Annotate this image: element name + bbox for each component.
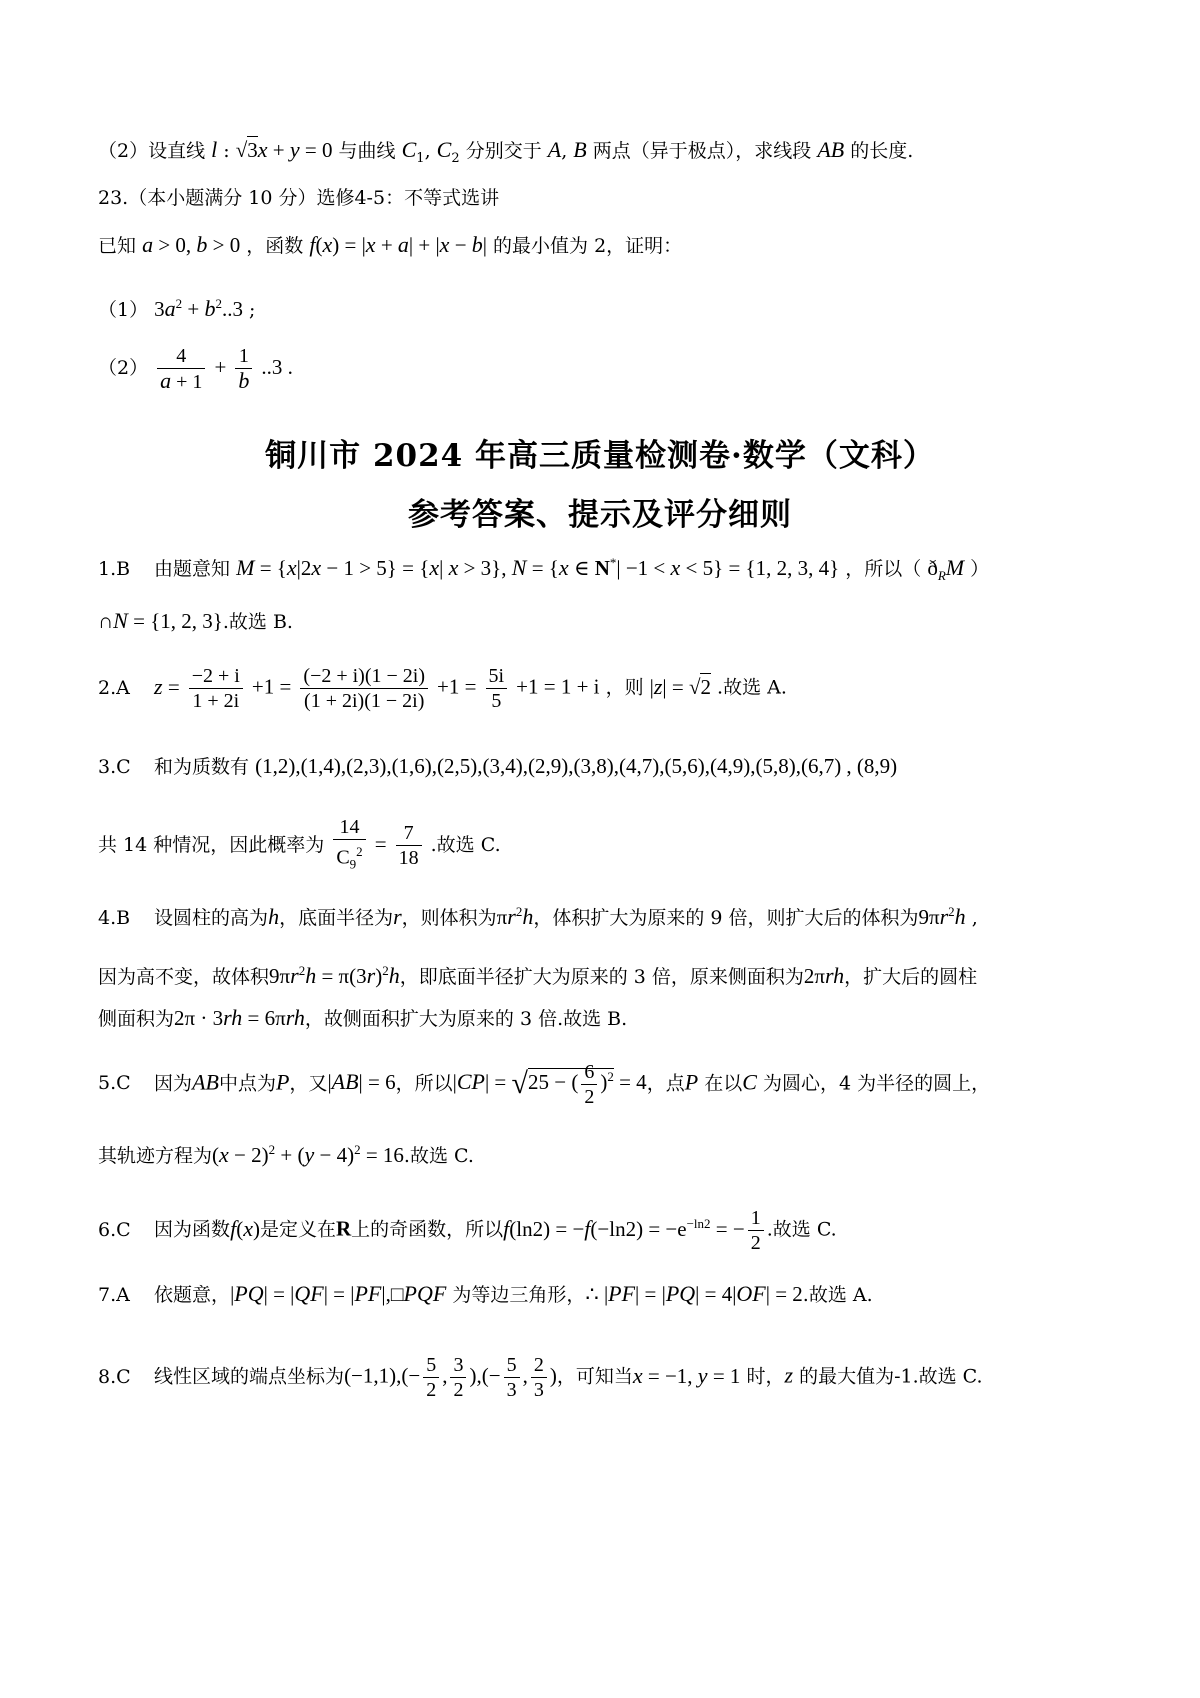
- answer-6: 6.C 因为函数f(x)是定义在R上的奇函数，所以$f(\ln 2) = -f(-\ln 2) = -e^{-ln2}$ = − $\frac{1}{2}$ .故选 C.: [98, 1207, 837, 1254]
- q23-heading: 23.（本小题满分 10 分）选修4-5：不等式选讲: [98, 187, 500, 209]
- answer-5-cont: 其轨迹方程为$(x - 2)^2 + (y - 4)^2 = 16$.故选 C.: [98, 1142, 474, 1167]
- answer-4-line2: 因为高不变，故体积$9\pi r^2h = \pi(3r)^2h$，即底面半径扩大为原来的 3 倍，原来侧面积为2πrh，扩大后的圆柱: [98, 963, 978, 988]
- page-subtitle: 参考答案、提示及评分细则: [408, 497, 792, 533]
- answer-2: 2.A z = $\frac{-2 + i}{1 + 2i}$ +1 = $\frac{(-2 + i)(1 - 2i)}{(1 + 2i)(1 - 2i)}$ +1 = $\frac{5i}{5}$ +1 = 1 + i ，则 |z| = √2 .故选 A.: [98, 665, 787, 712]
- answer-4: 4.B 设圆柱的高为h，底面半径为r，则体积为$\pi r^2h$，体积扩大为原来的 9 倍，则扩大后的体积为$9\pi r^2h$ ,: [98, 904, 978, 929]
- q22-part2: （2）设直线 l : √3x + y = 0 与曲线 $C_1$, $C_2$ 分别交于 A, B 两点（异于极点），求线段 AB 的长度.: [98, 137, 914, 166]
- answer-3: 3.C 和为质数有 (1,2),(1,4),(2,3),(1,6),(2,5),(3,4),(2,9),(3,8),(4,7),(5,6),(4,9),(5,8),(6,7) , (8,9): [98, 754, 898, 778]
- q23-intro: 已知 a > 0, b > 0 ，函数 f(x) = |x + a| + |x − b| 的最小值为 2，证明：: [98, 232, 683, 257]
- q23-part2: （2） $\frac{4}{a + 1}$ + $\frac{1}{b}$ ..3 .: [98, 345, 293, 393]
- page-title: 铜川市 2024 年高三质量检测卷·数学（文科）: [265, 438, 935, 474]
- q23-part1: （1） $3a^2 + b^2..3$ ;: [98, 296, 256, 321]
- answer-8: 8.C 线性区域的端点坐标为(−1,1),(− $\frac{5}{2}$ , $\frac{3}{2}$ ),(− $\frac{5}{3}$ , $\frac{2}{3}$ )，可知当x = −1, y = 1 时，z 的最大值为-1.故选 C.: [98, 1354, 983, 1401]
- answer-1: 1.B 由题意知 M = {x|2x − 1 > 5} = {x| x > 3}, N = {x ∈ N*| −1 < x < 5} = {1, 2, 3, 4} ，所以（ $ð_RM$ ）: [98, 555, 990, 584]
- answer-7: 7.A 依题意，|PQ| = |QF| = |PF|,□PQF 为等边三角形，∴ |PF| = |PQ| = 4|OF| = 2.故选 A.: [98, 1281, 873, 1306]
- answer-3-cont: 共 14 种情况，因此概率为 $\frac{14}{C_9^2}$ = $\frac{7}{18}$ .故选 C.: [98, 816, 501, 872]
- answer-4-line3: 侧面积为2π · 3rh = 6πrh，故侧面积扩大为原来的 3 倍.故选 B.: [98, 1005, 628, 1030]
- answer-1-cont: ∩N = {1, 2, 3}.故选 B.: [98, 608, 293, 633]
- answer-5: 5.C 因为AB中点为P，又|AB| = 6，所以|CP| = √25 − ( $\frac{6}{2}$ )$^2$ = 4，点P 在以C 为圆心，4 为半径的圆上，: [98, 1061, 991, 1108]
